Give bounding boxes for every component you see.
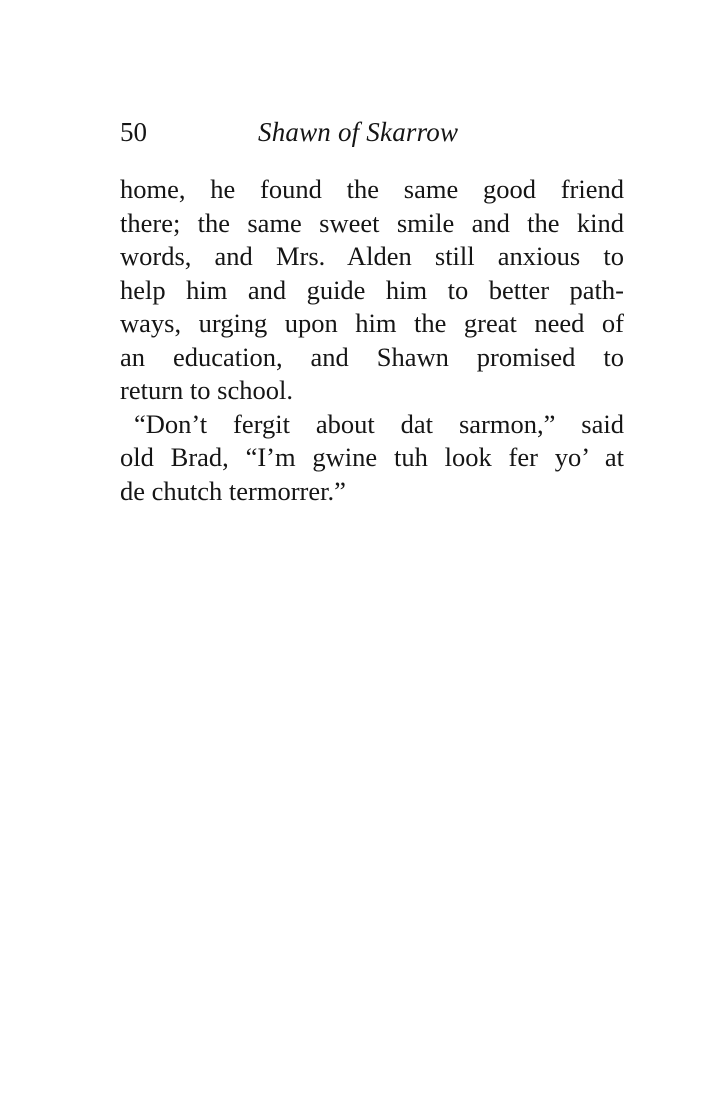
- body-text: [120, 173, 624, 508]
- text-line: de chutch termorrer.”: [120, 475, 346, 506]
- text-line: an education, and Shawn promised to: [120, 341, 624, 372]
- text-line: return to school.: [120, 375, 293, 405]
- text-line: help him and guide him to better path-: [120, 274, 624, 305]
- running-title: Shawn of Skarrow: [258, 117, 459, 147]
- text-line: words, and Mrs. Alden still anxious to: [120, 241, 624, 271]
- text-line: ways, urging upon him the great need of: [120, 308, 624, 338]
- page-header: [120, 112, 630, 152]
- text-line: home, he found the same good friend: [120, 174, 624, 204]
- text-line: there; the same sweet smile and the kind: [120, 207, 624, 238]
- text-line: old Brad, “I’m gwine tuh look fer yo’ at: [120, 442, 624, 472]
- text-line: “Don’t fergit about dat sarmon,” said: [134, 408, 624, 439]
- page-number: 50: [120, 117, 147, 147]
